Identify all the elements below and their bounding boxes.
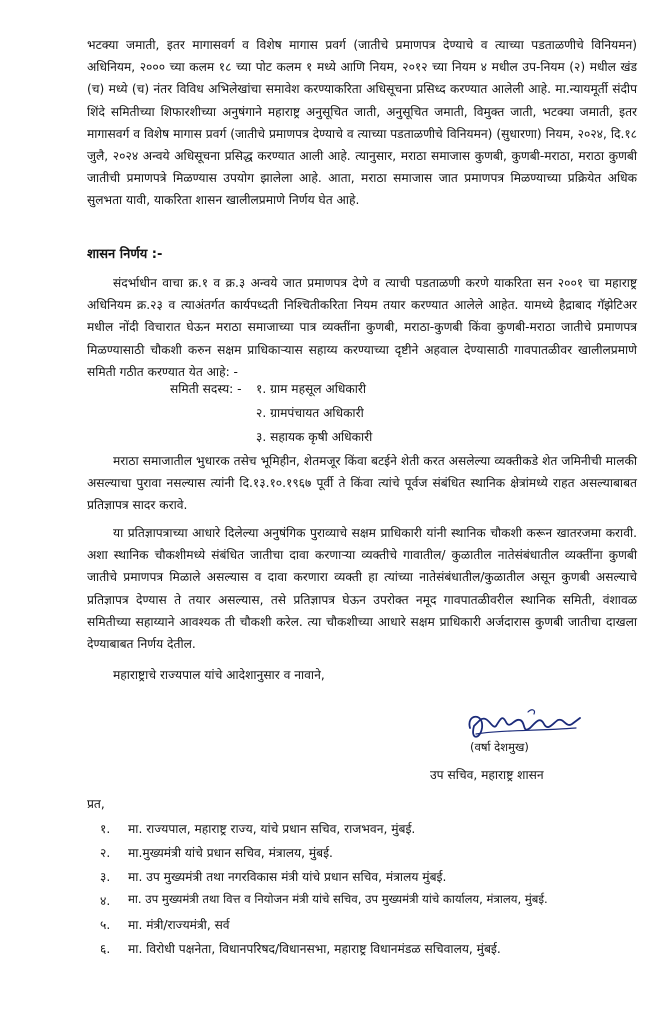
committee-member: १. ग्राम महसूल अधिकारी xyxy=(256,382,367,396)
list-item-number: ५. xyxy=(100,918,111,932)
list-item-text: मा. राज्यपाल, महाराष्ट्र राज्य, यांचे प्रधान सचिव, राजभवन, मुंबई. xyxy=(128,822,416,836)
committee-member: ३. सहायक कृषी अधिकारी xyxy=(256,430,373,444)
list-item-text: मा. विरोधी पक्षनेता, विधानपरिषद/विधानसभा, महाराष्ट्र विधानमंडळ सचिवालय, मुंबई. xyxy=(128,942,501,956)
list-item-text: मा. उप मुख्यमंत्री तथा वित्त व नियोजन मंत्री यांचे सचिव, उप मुख्यमंत्री यांचे कार्यालय, मंत्रालय, मुंबई. xyxy=(128,892,548,906)
decision-heading: शासन निर्णय :- xyxy=(87,247,163,262)
committee-label: समिती सदस्य: - xyxy=(170,382,242,396)
signatory-designation: उप सचिव, महाराष्ट्र शासन xyxy=(430,768,544,782)
paragraph-four: या प्रतिज्ञापत्राच्या आधारे दिलेल्या अनुषंगिक पुराव्याचे सक्षम प्राधिकारी यांनी स्थानिक चौकशी करून खातरजमा करावी. अशा स्थानिक चौकशीमध्ये संबंधित जातीचा दावा करणाऱ्या व्यक्तीचे गावातील/ कुळातील नातेसंबंधातील व्यक्तींना कुणबी जातीचे प्रमाणपत्र मिळाले असल्यास व दावा करणारा व्यक्ती हा त्यांच्या नातेसंबंधातील/कुळातील असून कुणबी असल्याचे प्रतिज्ञापत्र देण्यास ते तयार असल्यास, तसे प्रतिज्ञापत्र घेऊन उपरोक्त नमूद गावपातळीवरील स्थानिक समिती, वंशावळ समितीच्या सहाय्याने आवश्यक ती चौकशी करेल. त्या चौकशीच्या आधारे सक्षम प्राधिकारी अर्जदारास कुणबी जातीचा दाखला देण्याबाबत निर्णय देतील. xyxy=(87,526,637,652)
list-item-number: २. xyxy=(100,846,111,860)
intro-paragraph: भटक्या जमाती, इतर मागासवर्ग व विशेष मागास प्रवर्ग (जातीचे प्रमाणपत्र देण्याचे व त्याच्या पडताळणीचे विनियमन) अधिनियम, २००० च्या कलम १८ च्या पोट कलम १ मध्ये आणि नियम, २०१२ च्या नियम ४ मधील उप-नियम (२) मधील खंड (च) मध्ये (च) नंतर विविध अभिलेखांचा समावेश करण्याकरिता अधिसूचना प्रसिध्द करण्यात आलेली आहे. मा.न्यायमूर्ती संदीप शिंदे समितीच्या शिफारशीच्या अनुषंगाने महाराष्ट्र अनुसूचित जाती, अनुसूचित जमाती, विमुक्त जाती, भटक्या जमाती, इतर मागासवर्ग व विशेष मागास प्रवर्ग (जातीचे प्रमाणपत्र देण्याचे व त्याच्या पडताळणीचे विनियमन) (सुधारणा) नियम, २०२४, दि.१८ जुलै, २०२४ अन्वये अधिसूचना प्रसिद्ध करण्यात आली आहे. त्यानुसार, मराठा समाजास कुणबी, कुणबी-मराठा, मराठा कुणबी जातीची प्रमाणपत्रे मिळण्यास उपयोग झालेला आहे. आता, मराठा समाजास जात प्रमाणपत्र मिळण्याच्या प्रक्रियेत अधिक सुलभता यावी, याकरिता शासन खालीलप्रमाणे निर्णय घेत आहे. xyxy=(87,38,637,208)
list-item-text: मा. मंत्री/राज्यमंत्री, सर्व xyxy=(128,918,230,932)
list-item-text: मा.मुख्यमंत्री यांचे प्रधान सचिव, मंत्रालय, मुंबई. xyxy=(128,846,333,860)
signatory-name: (वर्षा देशमुख) xyxy=(470,740,529,754)
paragraph-three: मराठा समाजातील भुधारक तसेच भूमिहीन, शेतमजूर किंवा बटईने शेती करत असलेल्या व्यक्तीकडे शेत जमिनीची मालकी असल्याचा पुरावा नसल्यास त्यांनी दि.१३.१०.१९६७ पूर्वी ते किंवा त्यांचे पूर्वज संबंधित स्थानिक क्षेत्रांमध्ये राहत असल्याबाबत प्रतिज्ञापत्र सादर करावे. xyxy=(87,454,637,513)
list-item-text: मा. उप मुख्यमंत्री तथा नगरविकास मंत्री यांचे प्रधान सचिव, मंत्रालय मुंबई. xyxy=(128,870,447,884)
decision-paragraph: संदर्भाधीन वाचा क्र.१ व क्र.३ अन्वये जात प्रमाणपत्र देणे व त्याची पडताळणी करणे याकरिता सन २००१ चा महाराष्ट्र अधिनियम क्र.२३ व त्याअंतर्गत कार्यपध्दती निश्चितीकरिता नियम तयार करण्यात आलेले आहेत. यामध्ये हैद्राबाद गॅझेटिअर मधील नोंदी विचारात घेऊन मराठा समाजाच्या पात्र व्यक्तींना कुणबी, मराठा-कुणबी किंवा कुणबी-मराठा जातीचे प्रमाणपत्र मिळण्यासाठी चौकशी करुन सक्षम प्राधिकाऱ्यास सहाय्य करण्याच्या दृष्टीने अहवाल देण्यासाठी गावपातळीवर खालीलप्रमाणे समिती गठीत करण्यात येत आहे: - xyxy=(87,276,637,379)
list-item-number: ४. xyxy=(100,894,111,908)
committee-member: २. ग्रामपंचायत अधिकारी xyxy=(256,406,364,420)
list-item-number: ३. xyxy=(100,870,111,884)
copy-to-label: प्रत, xyxy=(87,797,105,811)
closing-line: महाराष्ट्राचे राज्यपाल यांचे आदेशानुसार व नावाने, xyxy=(113,668,325,682)
list-item-number: १. xyxy=(100,822,111,836)
list-item-number: ६. xyxy=(100,942,111,956)
